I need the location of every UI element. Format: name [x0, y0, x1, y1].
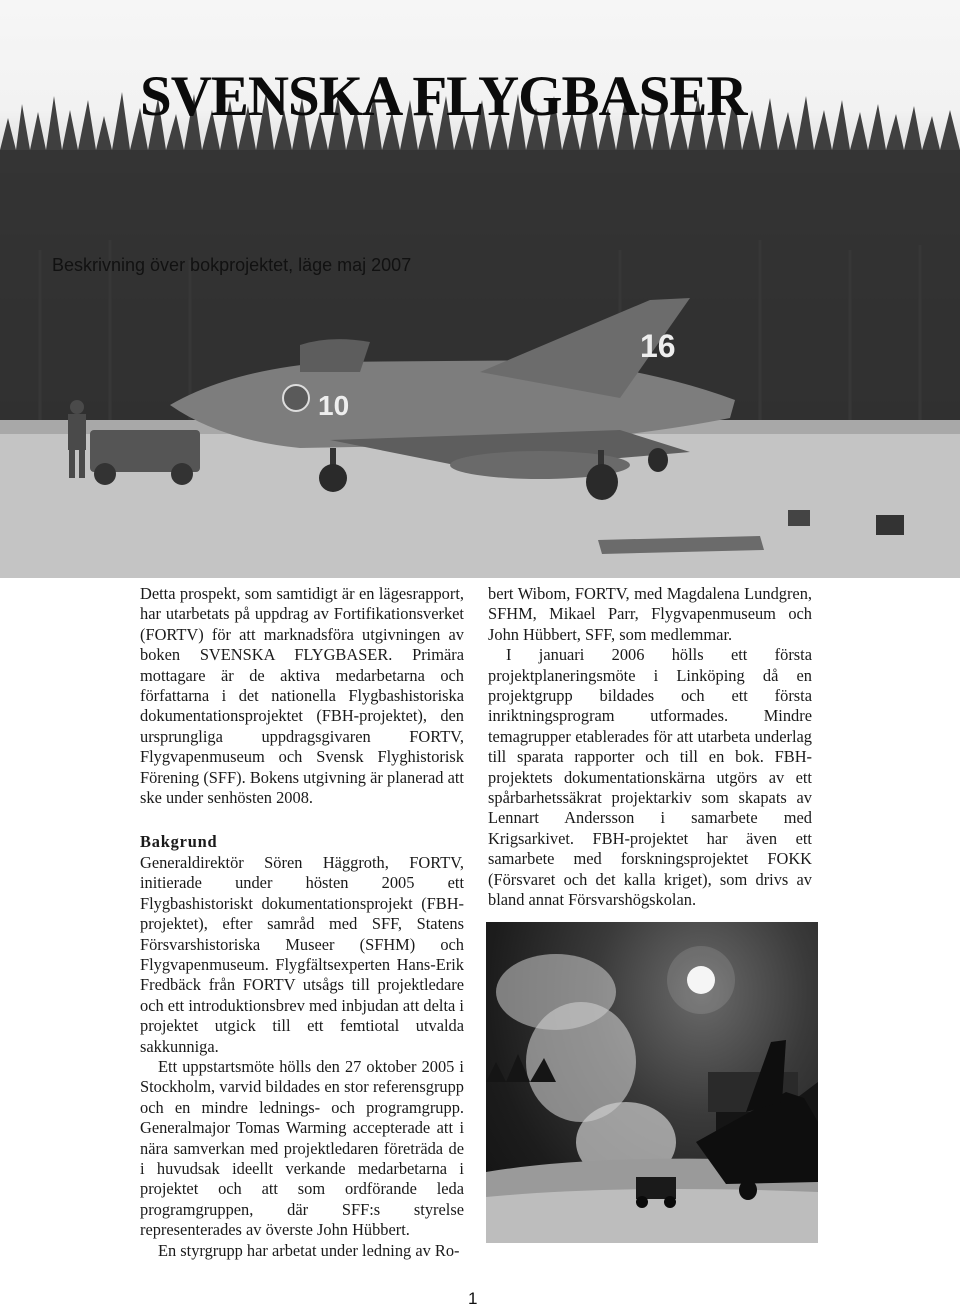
fuselage-number-label: 10 [318, 390, 350, 421]
bakgrund-paragraph-3: En styrgrupp har arbetat under ledning av Ro- [158, 1240, 460, 1260]
intro-paragraph: Detta prospekt, som samtidigt är en lägesrapport, har utarbetats på uppdrag av Fortifikationsverket (FORTV) för att marknadsföra utgivningen av boken SVENSKA FLYGBASER. Primära mottagare är de aktiva medarbetarna och författarna i det nationella Flygbashistoriska dokumentationsprojektet (FBH-projektet), den ursprungliga uppdragsgivaren FORTV, Flygvapenmuseum och Svensk Flyghistorisk Förening (SFF). Bokens utgivning är planerad att ske under senhösten 2008. [140, 584, 464, 808]
left-column [140, 584, 464, 1261]
right-column [488, 584, 812, 911]
section-heading-bakgrund: Bakgrund [140, 832, 218, 852]
tail-number-label: 16 [640, 328, 676, 364]
hero-photo [0, 0, 960, 578]
bakgrund-paragraph-2: Ett uppstartsmöte hölls den 27 oktober 2005 i Stockholm, varvid bildades en stor referensgrupp och en mindre lednings- och programgrupp. Generalmajor Tomas Warming accepterade att i nära samverkan med projektledaren företräda de i huvudsak ideellt verkande medarbetarna i projektet och att som ordförande leda programgruppen, där SFF:s styrelse representerades av överste John Hübbert. [140, 1056, 464, 1240]
page-number: 1 [468, 1289, 478, 1308]
wheel-chock [788, 510, 810, 526]
bakgrund-paragraph-1: Generaldirektör Sören Häggroth, FORTV, initierade under hösten 2005 ett Flygbashistoriskt dokumentationsprojekt (FBH-projektet), efter samråd med SFF, Statens Försvarshistoriska Museer (SFHM) och Flygvapenmuseum. Flygfältsexperten Hans-Erik Fredbäck från FORTV utsågs till projektledare och ett introduktionsbrev med inbjudan att delta i projektet utgick till ett femtiotal utvalda sakkunniga. [140, 852, 464, 1056]
winter-airbase-photo [486, 922, 818, 1243]
document-title: SVENSKA FLYGBASER [140, 65, 747, 128]
ground-vehicle [636, 1177, 676, 1199]
document-subtitle: Beskrivning över bokprojektet, läge maj 2007 [52, 255, 412, 275]
right-paragraph-2: I januari 2006 hölls ett första projektplaneringsmöte i Linköping då en projektgrupp bildades och ett första inriktningsprogram utformades. Mindre temagrupper etablerades för att utarbeta underlag till sparata rapporter och till en bok. FBH-projektets dokumentationskärna utgörs av ett spårbarhetssäkrat projektarkiv som skapats av Lennart Andersson i samarbete med Krigsarkivet. FBH-projektet har även ett samarbete med forskningsprojektet FOKK (Försvaret och det kalla kriget), som drivs av bland annat Försvarshögskolan. [488, 645, 812, 910]
right-paragraph-1: bert Wibom, FORTV, med Magdalena Lundgren, SFHM, Mikael Parr, Flygvapenmuseum och John Hübbert, SFF, som medlemmar. [488, 584, 812, 644]
winter-scene-illustration [486, 922, 818, 1243]
ground-equipment-box [876, 515, 904, 535]
